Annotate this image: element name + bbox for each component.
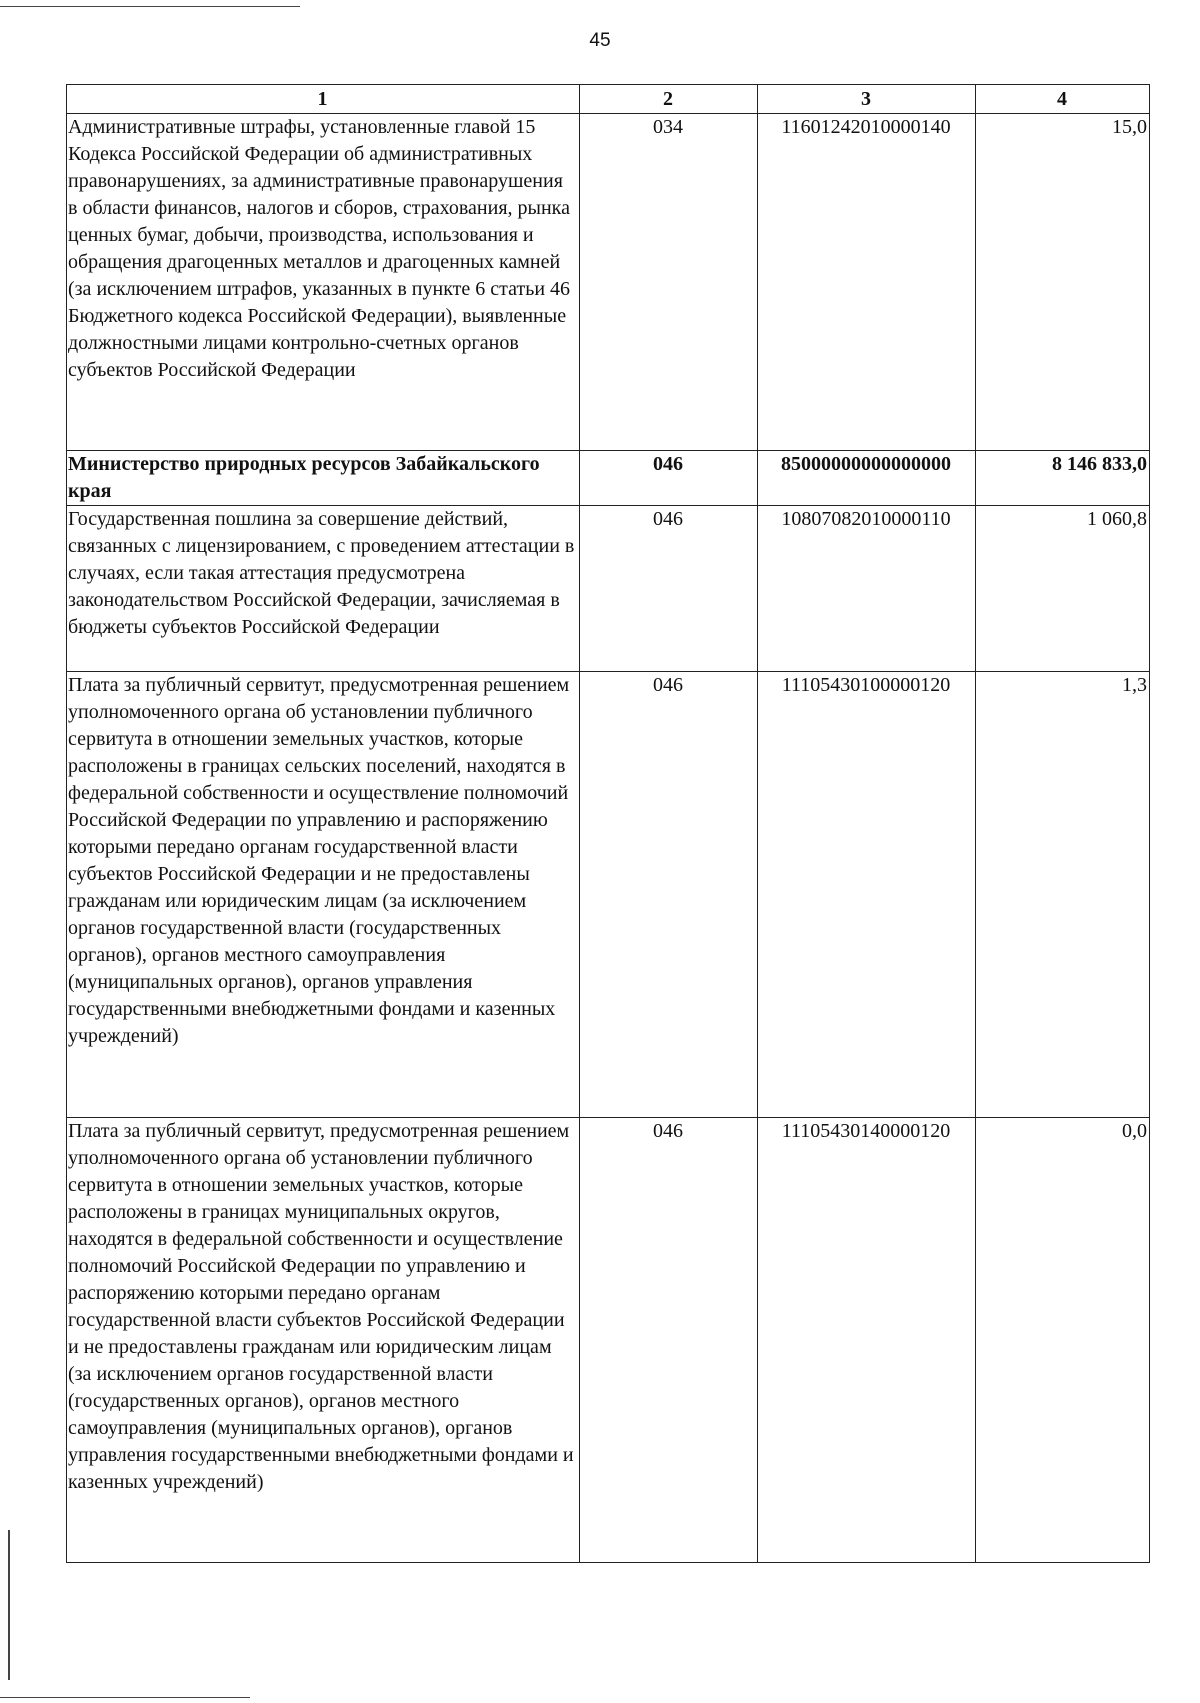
sum-cell: 15,0 [976,114,1150,451]
revenue-name-cell: Плата за публичный сервитут, предусмотренная решением уполномоченного органа об установлении публичного сервитута в отношении земельных участков, которые расположены в границах сельских поселений, находятся в федеральной собственности и осуществление полномочий Российской Федерации по управлению и распоряжению которыми передано органам государственной власти субъектов Российской Федерации и не предоставлены гражданам или юридическим лицам (за исключением органов государственной власти (государственных органов), органов местного самоуправления (муниципальных органов), органов управления государственными внебюджетными фондами и казенных учреждений) [67,672,580,1118]
table-row [67,451,1150,506]
table-row [67,1118,1150,1563]
table-row [67,506,1150,672]
sum-cell: 1,3 [976,672,1150,1118]
page-number: 45 [589,30,611,51]
revenue-code-cell: 11105430140000120 [758,1118,976,1563]
header-col-1: 1 [67,85,580,114]
table-header-row [67,85,1150,114]
header-col-4: 4 [976,85,1150,114]
header-col-2: 2 [580,85,758,114]
revenue-name-cell: Административные штрафы, установленные главой 15 Кодекса Российской Федерации об административных правонарушениях, за административные правонарушения в области финансов, налогов и сборов, страхования, рынка ценных бумаг, добычи, производства, использования и обращения драгоценных металлов и драгоценных камней (за исключением штрафов, указанных в пункте 6 статьи 46 Бюджетного кодекса Российской Федерации), выявленные должностными лицами контрольно-счетных органов субъектов Российской Федерации [67,114,580,451]
sum-cell: 8 146 833,0 [976,451,1150,506]
revenue-name-cell: Министерство природных ресурсов Забайкальского края [67,451,580,506]
revenue-code-cell: 11105430100000120 [758,672,976,1118]
administrator-code-cell: 046 [580,1118,758,1563]
administrator-code-cell: 034 [580,114,758,451]
sum-cell: 0,0 [976,1118,1150,1563]
revenue-code-cell: 85000000000000000 [758,451,976,506]
administrator-code-cell: 046 [580,451,758,506]
header-col-3: 3 [758,85,976,114]
scan-edge-bottom-left [0,1697,250,1698]
revenue-name-cell: Плата за публичный сервитут, предусмотренная решением уполномоченного органа об установлении публичного сервитута в отношении земельных участков, которые расположены в границах муниципальных округов, находятся в федеральной собственности и осуществление полномочий Российской Федерации по управлению и распоряжению которыми передано органам государственной власти субъектов Российской Федерации и не предоставлены гражданам или юридическим лицам (за исключением органов государственной власти (государственных органов), органов местного самоуправления (муниципальных органов), органов управления государственными внебюджетными фондами и казенных учреждений) [67,1118,580,1563]
revenue-code-cell: 11601242010000140 [758,114,976,451]
table-row [67,114,1150,451]
budget-revenue-table [66,84,1150,1563]
revenue-name-cell: Государственная пошлина за совершение действий, связанных с лицензированием, с проведением аттестации в случаях, если такая аттестация предусмотрена законодательством Российской Федерации, зачисляемая в бюджеты субъектов Российской Федерации [67,506,580,672]
table-row [67,672,1150,1118]
administrator-code-cell: 046 [580,506,758,672]
revenue-code-cell: 10807082010000110 [758,506,976,672]
scan-edge-left-mark [8,1530,10,1680]
administrator-code-cell: 046 [580,672,758,1118]
scan-edge-top-left [0,6,300,7]
sum-cell: 1 060,8 [976,506,1150,672]
